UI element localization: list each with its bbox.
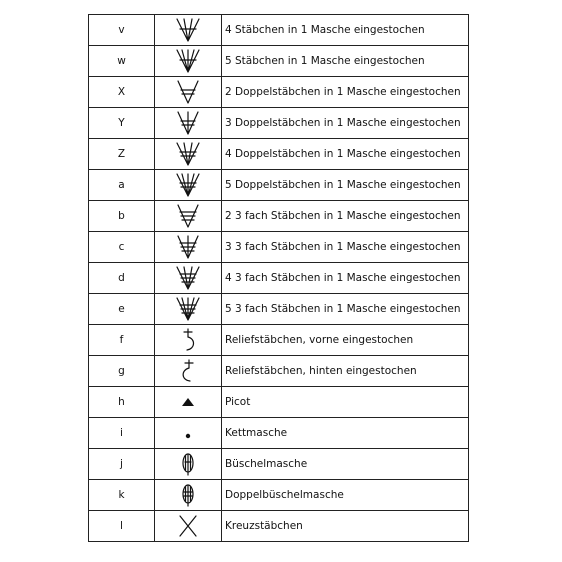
cross-stitch-icon <box>155 511 222 542</box>
legend-row <box>89 449 469 480</box>
legend-row <box>89 139 469 170</box>
symbol-description: Kreuzstäbchen <box>222 511 469 542</box>
dtr-3-in-1-stitch-icon <box>155 108 222 139</box>
dtr-5-in-1-stitch-icon <box>155 170 222 201</box>
symbol-key: d <box>89 263 155 294</box>
symbol-key: e <box>89 294 155 325</box>
legend-row <box>89 356 469 387</box>
ttr-2-in-1-stitch-icon <box>155 201 222 232</box>
symbol-key: i <box>89 418 155 449</box>
dtr-4-in-1-stitch-icon <box>155 139 222 170</box>
tr-5-in-1-stitch-icon <box>155 46 222 77</box>
symbol-description: 5 3 fach Stäbchen in 1 Masche eingestochen <box>222 294 469 325</box>
symbol-key: w <box>89 46 155 77</box>
legend-row <box>89 201 469 232</box>
ttr-5-in-1-stitch-icon <box>155 294 222 325</box>
symbol-key: v <box>89 15 155 46</box>
legend-row <box>89 387 469 418</box>
symbol-description: Reliefstäbchen, vorne eingestochen <box>222 325 469 356</box>
legend-row <box>89 46 469 77</box>
legend-row <box>89 108 469 139</box>
symbol-key: g <box>89 356 155 387</box>
symbol-description: Picot <box>222 387 469 418</box>
symbol-description: 5 Doppelstäbchen in 1 Masche eingestochen <box>222 170 469 201</box>
front-post-stitch-icon <box>155 325 222 356</box>
cluster-stitch-icon <box>155 449 222 480</box>
symbol-key: X <box>89 77 155 108</box>
legend-row <box>89 232 469 263</box>
symbol-key: b <box>89 201 155 232</box>
dtr-2-in-1-stitch-icon <box>155 77 222 108</box>
slip-stitch-dot-icon <box>155 418 222 449</box>
symbol-description: 4 Stäbchen in 1 Masche eingestochen <box>222 15 469 46</box>
legend-row <box>89 263 469 294</box>
legend-row <box>89 15 469 46</box>
symbol-description: 2 3 fach Stäbchen in 1 Masche eingestochen <box>222 201 469 232</box>
symbol-description: 3 3 fach Stäbchen in 1 Masche eingestochen <box>222 232 469 263</box>
double-cluster-stitch-icon <box>155 480 222 511</box>
symbol-description: 3 Doppelstäbchen in 1 Masche eingestochen <box>222 108 469 139</box>
back-post-stitch-icon <box>155 356 222 387</box>
legend-row <box>89 77 469 108</box>
picot-triangle-icon <box>155 387 222 418</box>
symbol-key: h <box>89 387 155 418</box>
symbol-description: Kettmasche <box>222 418 469 449</box>
symbol-description: 4 3 fach Stäbchen in 1 Masche eingestochen <box>222 263 469 294</box>
ttr-3-in-1-stitch-icon <box>155 232 222 263</box>
tr-4-in-1-stitch-icon <box>155 15 222 46</box>
symbol-key: Z <box>89 139 155 170</box>
symbol-key: Y <box>89 108 155 139</box>
symbol-description: 4 Doppelstäbchen in 1 Masche eingestochen <box>222 139 469 170</box>
legend-row <box>89 325 469 356</box>
legend-row <box>89 294 469 325</box>
symbol-key: c <box>89 232 155 263</box>
symbol-key: k <box>89 480 155 511</box>
ttr-4-in-1-stitch-icon <box>155 263 222 294</box>
symbol-key: a <box>89 170 155 201</box>
legend-row <box>89 511 469 542</box>
symbol-description: Doppelbüschelmasche <box>222 480 469 511</box>
legend-row <box>89 480 469 511</box>
symbol-description: Büschelmasche <box>222 449 469 480</box>
crochet-symbol-legend-table <box>88 14 469 542</box>
symbol-key: l <box>89 511 155 542</box>
symbol-description: 5 Stäbchen in 1 Masche eingestochen <box>222 46 469 77</box>
symbol-description: Reliefstäbchen, hinten eingestochen <box>222 356 469 387</box>
legend-row <box>89 418 469 449</box>
symbol-key: f <box>89 325 155 356</box>
symbol-key: j <box>89 449 155 480</box>
legend-row <box>89 170 469 201</box>
symbol-description: 2 Doppelstäbchen in 1 Masche eingestochen <box>222 77 469 108</box>
